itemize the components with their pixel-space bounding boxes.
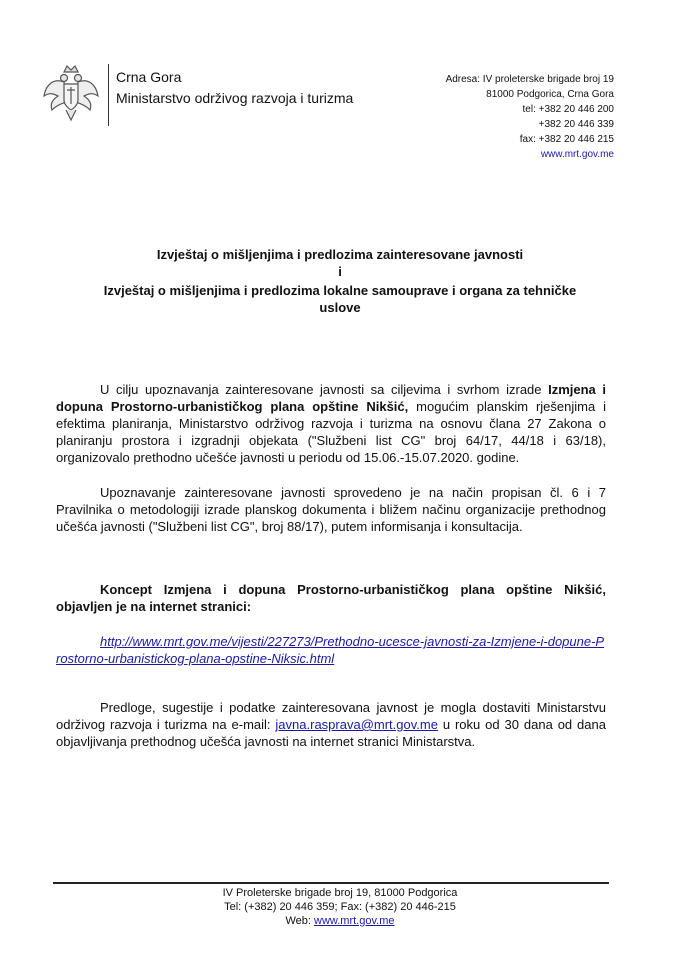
footer-address: IV Proleterske brigade broj 19, 81000 Podgorica bbox=[222, 887, 458, 899]
title-line-1: Izvještaj o mišljenjima i predlozima zainteresovane javnosti bbox=[156, 247, 524, 262]
email-link[interactable]: javna.rasprava@mrt.gov.me bbox=[275, 717, 438, 732]
address-line: fax: +382 20 446 215 bbox=[519, 134, 614, 145]
concept-url-link[interactable]: http://www.mrt.gov.me/vijesti/227273/Prethodno-ucesce-javnosti-za-Izmjene-i-dopune-Prostorno-urbanistickog-plana-opstine-Niksic.html bbox=[56, 634, 605, 666]
paragraph-text: U cilju upoznavanja zainteresovane javnosti sa ciljevima i svrhom izrade bbox=[100, 382, 549, 397]
title-line-2: i bbox=[338, 264, 342, 279]
footer-web bbox=[60, 914, 620, 928]
paragraph-method: Upoznavanje zainteresovane javnosti sprovedeno je na način propisan čl. 6 i 7 Pravilnika o metodologiji izrade planskog dokumenta i bližem načinu organizacije prethodnog učešća javnosti ("Službeni list CG", broj 88/17), putem informisanja i konsultacija. bbox=[56, 485, 606, 534]
country-name: Crna Gora bbox=[116, 69, 182, 85]
address-line: Adresa: IV proleterske brigade broj 19 bbox=[445, 74, 614, 85]
title-line-3: Izvještaj o mišljenjima i predlozima lokalne samouprave i organa za tehničke bbox=[103, 283, 577, 298]
address-line: tel: +382 20 446 200 bbox=[522, 104, 614, 115]
paragraph-intro bbox=[56, 381, 606, 466]
header-divider bbox=[108, 64, 109, 126]
paragraph-text: Predloge, sugestije i podatke zainteresovana javnost je mogla dostaviti Ministarstvu održivog razvoja i turizma na e-mail: bbox=[56, 700, 606, 732]
footer-web-label: Web: bbox=[285, 915, 315, 927]
address-line: 81000 Podgorica, Crna Gora bbox=[486, 89, 614, 100]
footer-web-link[interactable]: www.mrt.gov.me bbox=[314, 915, 395, 927]
address-block bbox=[354, 72, 614, 162]
paragraph-concept: Koncept Izmjena i dopuna Prostorno-urbanističkog plana opštine Nikšić, objavljen je na internet stranici: bbox=[56, 582, 606, 614]
paragraph-submissions bbox=[56, 699, 606, 750]
paragraph-text: u roku od 30 dana od dana objavljivanja prethodnog učešća javnosti na internet stranici Ministarstva. bbox=[56, 717, 606, 749]
plan-name-bold: Izmjena i dopuna Prostorno-urbanističkog plana opštine Nikšić, bbox=[56, 382, 606, 414]
ministry-name: Ministarstvo održivog razvoja i turizma bbox=[116, 90, 354, 106]
footer-phone: Tel: (+382) 20 446 359; Fax: (+382) 20 446-215 bbox=[224, 901, 456, 913]
link-paragraph bbox=[56, 633, 606, 667]
footer-divider bbox=[53, 882, 609, 884]
coat-of-arms-icon bbox=[40, 62, 102, 124]
paragraph-text: mogućim planskim rješenjima i efektima planiranja, Ministarstvo održivog razvoja i turizma na osnovu člana 27 Zakona o planiranju prostora i izgradnji objekata ("Službeni list CG" broj 64/17, 44/18 i 63/18), organizovalo prethodno učešće javnosti u periodu od 15.06.-15.07.2020. godine. bbox=[56, 399, 606, 465]
address-line: +382 20 446 339 bbox=[538, 119, 614, 130]
title-line-4: uslove bbox=[319, 300, 361, 315]
header-website-link[interactable]: www.mrt.gov.me bbox=[540, 149, 614, 160]
